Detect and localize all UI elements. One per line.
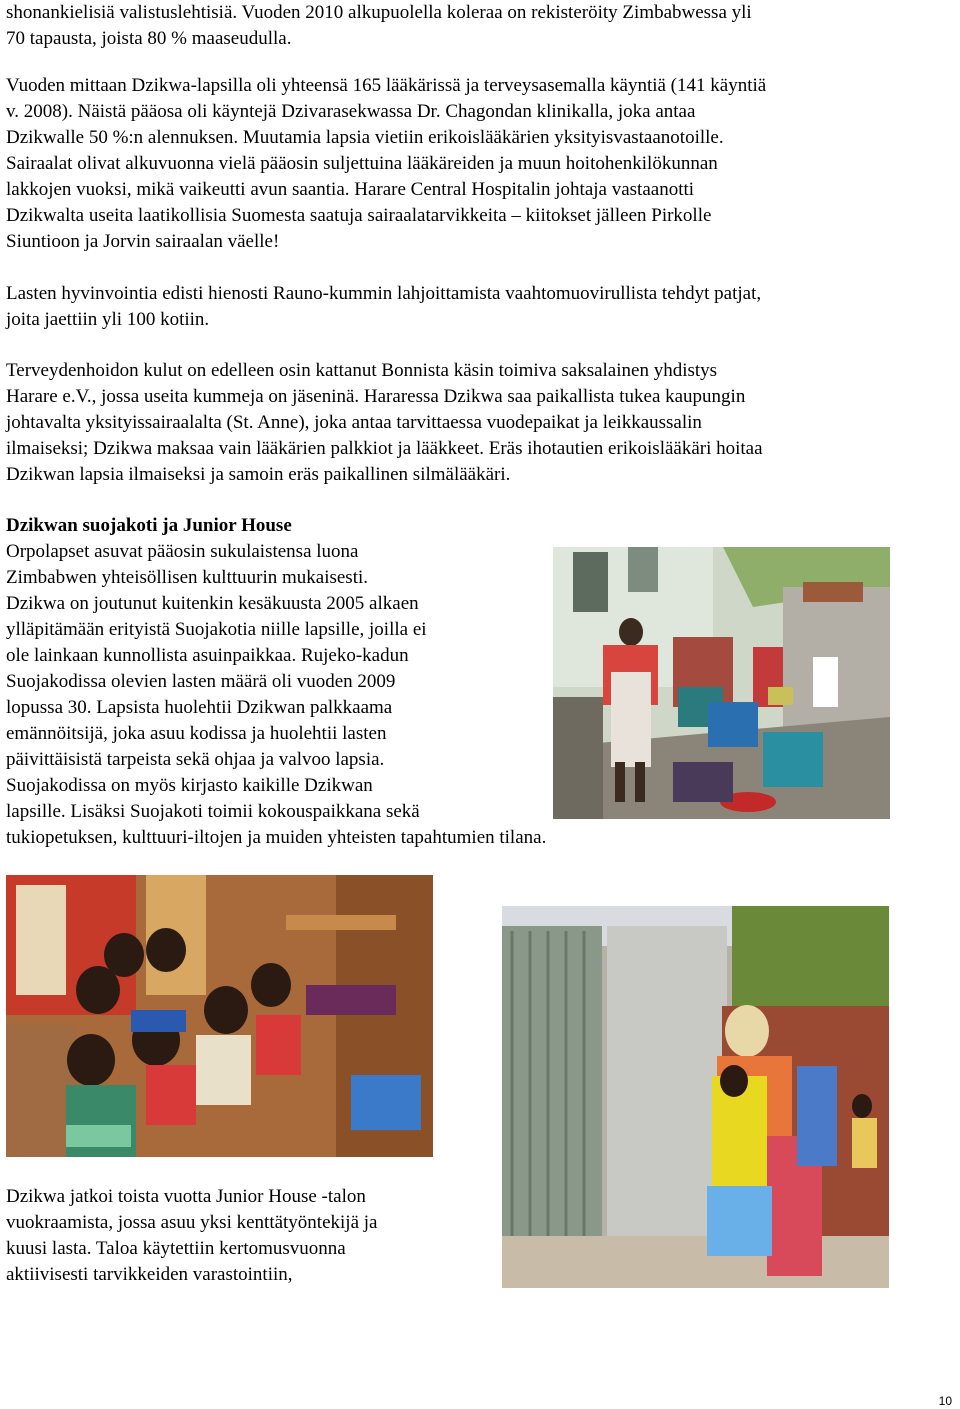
section-heading: Dzikwan suojakoti ja Junior House [6,515,292,536]
paragraph-junior-house: Dzikwa jatkoi toista vuotta Junior House -talon vuokraamista, jossa asuu yksi kenttätyöntekijä ja kuusi lasta. Taloa käytettiin kertomusvuonna aktiivisesti tarvikkeiden varastointiin, [6,1186,378,1285]
courtyard-photo [553,547,890,819]
paragraph-health-visits: Vuoden mittaan Dzikwa-lapsilla oli yhteensä 165 lääkärissä ja terveysasemalla käyntiä (141 käyntiä v. 2008). Näistä pääosa oli käyntejä Dzivarasekwassa Dr. Chagondan klinikalla, joka antaa Dzikwalle 50 %:n alennuksen. Muutamia lapsia vietiin erikoislääkärien yksityisvastaanotoille. Sairaalat olivat alkuvuonna vielä pääosin suljettuina lääkäreiden ja muun hoitohenkilökunnan lakkojen vuoksi, mikä vaikeutti avun saantia. Harare Central Hospitalin johtaja vastaanotti Dzikwalta useita laatikollisia Suomesta saatuja sairaalatarvikkeita – kiitokset jälleen Pirkolle Siuntioon ja Jorvin sairaalan väelle! [6,75,767,252]
hug-photo [502,906,889,1288]
children-group-photo [6,875,433,1157]
paragraph-healthcare-costs: Terveydenhoidon kulut on edelleen osin kattanut Bonnista käsin toimiva saksalainen yhdistys Harare e.V., jossa useita kummeja on jäseninä. Hararessa Dzikwa saa paikallista tukea kaupungin johtavalta yksityissairaalalta (St. Anne), joka antaa tarvittaessa vuodepaikat ja leikkaussalin ilmaiseksi; Dzikwa maksaa vain lääkärien palkkiot ja lääkkeet. Eräs ihotautien erikoislääkäri hoitaa Dzikwan lapsia ilmaiseksi ja samoin eräs paikallinen silmälääkäri. [6,360,763,485]
paragraph-shelter-home: Orpolapset asuvat pääosin sukulaistensa luona Zimbabwen yhteisöllisen kulttuurin mukaisesti. Dzikwa on joutunut kuitenkin kesäkuusta 2005 alkaen ylläpitämään erityistä Suojakotia niille lapsille, joilla ei ole lainkaan kunnollista asuinpaikkaa. Rujeko-kadun Suojakodissa olevien lasten määrä oli vuoden 2009 lopussa 30. Lapsista huolehtii Dzikwan palkkaama emännöitsijä, joka asuu kodissa ja huolehtii lasten päivittäisistä tarpeista sekä ohjaa ja valvoo lapsia. Suojakodissa on myös kirjasto kaikille Dzikwan lapsille. Lisäksi Suojakoti toimii kokouspaikkana sekä tukiopetuksen, kulttuuri-iltojen ja muiden yhteisten tapahtumien tilana. [6,541,547,848]
paragraph-cholera: shonankielisiä valistuslehtisiä. Vuoden 2010 alkupuolella koleraa on rekisteröity Zimbabwessa yli 70 tapausta, joista 80 % maaseudulla. [6,2,752,49]
paragraph-mattresses: Lasten hyvinvointia edisti hienosti Rauno-kummin lahjoittamista vaahtomuovirullista tehdyt patjat, joita jaettiin yli 100 kotiin. [6,283,762,330]
page-number: 10 [938,1394,952,1408]
